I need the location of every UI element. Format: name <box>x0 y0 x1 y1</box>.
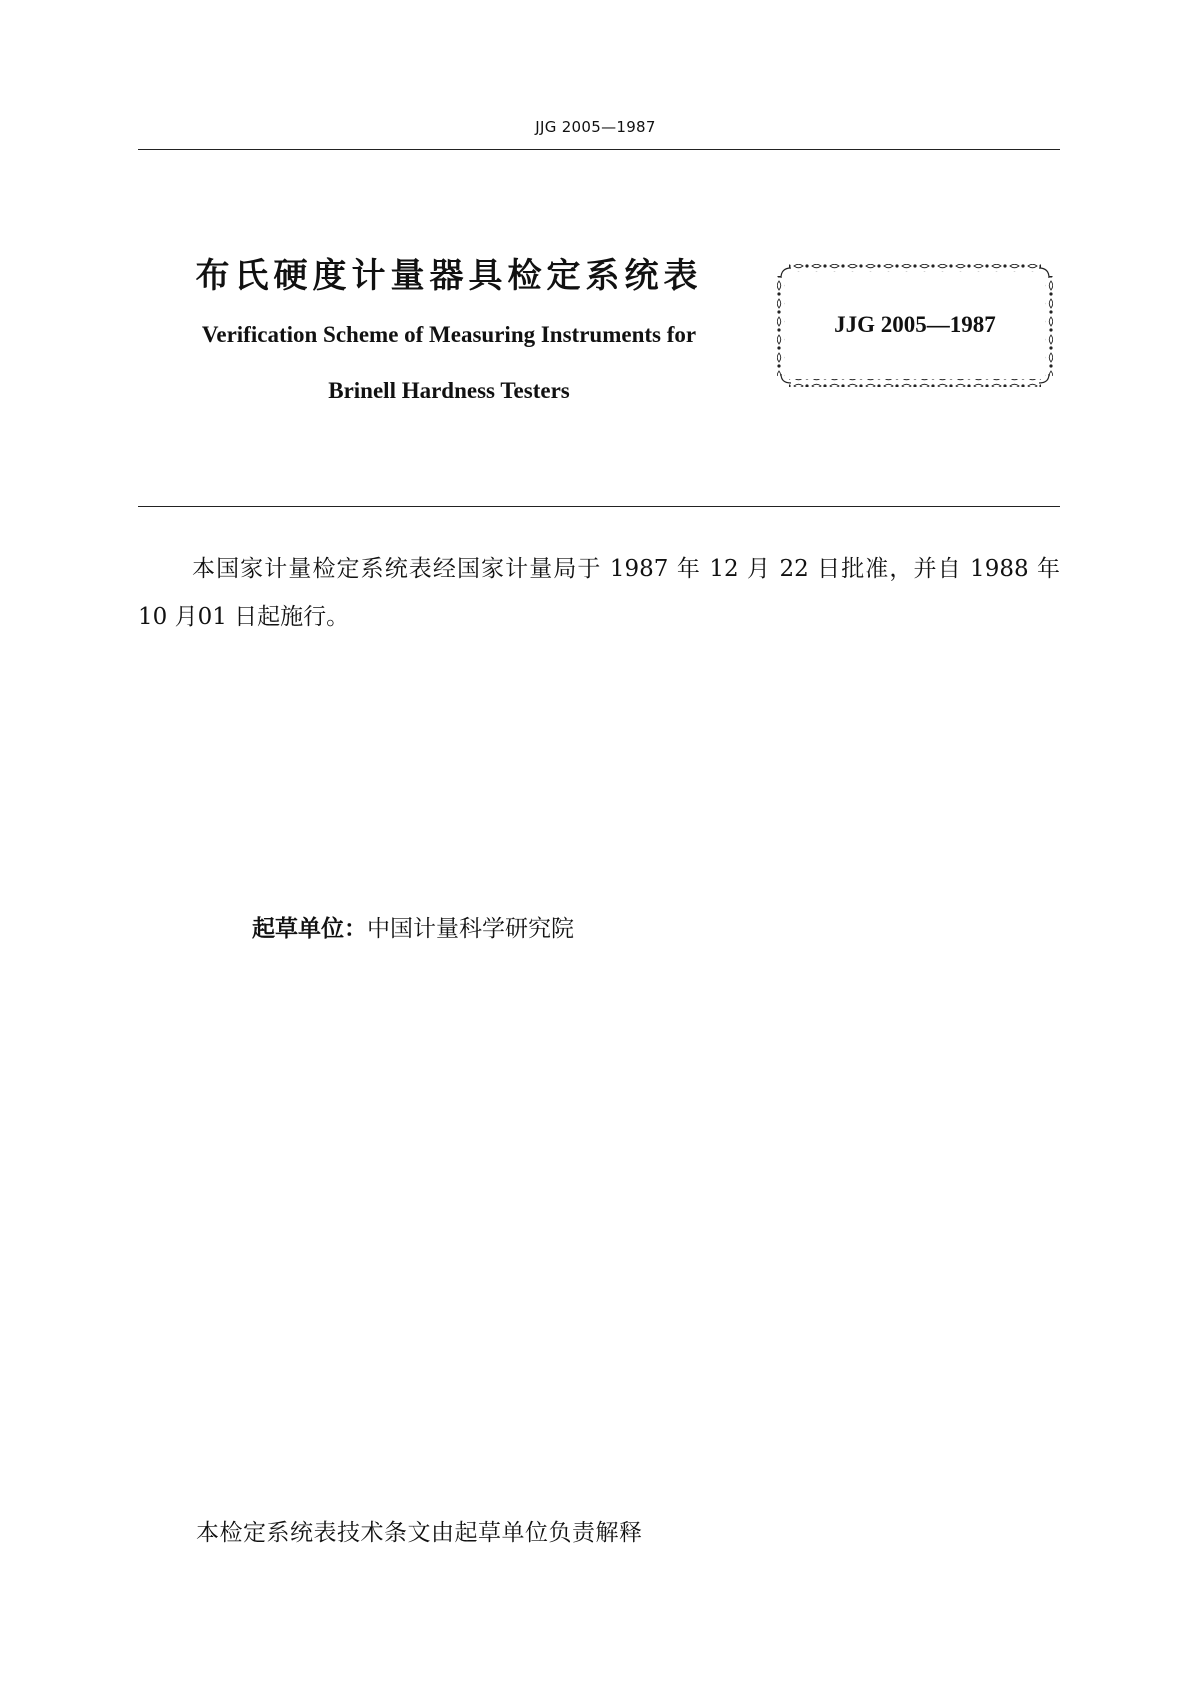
drafting-unit-label: 起草单位： <box>252 916 367 942</box>
title-english-line-1: Verification Scheme of Measuring Instruments for <box>201 322 697 347</box>
title-chinese: 布氏硬度计量器具检定系统表 <box>195 256 703 296</box>
drafting-unit <box>252 910 574 943</box>
approval-paragraph: 本国家计量检定系统表经国家计量局于 1987 年 12 月 22 日批准，并自 1988 年 10 月01 日起施行。 <box>138 556 1060 630</box>
drafting-unit-name: 中国计量科学研究院 <box>367 916 574 942</box>
interpretation-note: 本检定系统表技术条文由起草单位负责解释 <box>196 1520 643 1546</box>
title-english-line-2: Brinell Hardness Testers <box>328 378 570 403</box>
standard-code-box <box>775 262 1055 390</box>
title-rule <box>138 506 1060 507</box>
standard-code: JJG 2005—1987 <box>834 312 996 337</box>
header-rule <box>138 149 1060 150</box>
running-header-code: JJG 2005—1987 <box>535 118 656 136</box>
